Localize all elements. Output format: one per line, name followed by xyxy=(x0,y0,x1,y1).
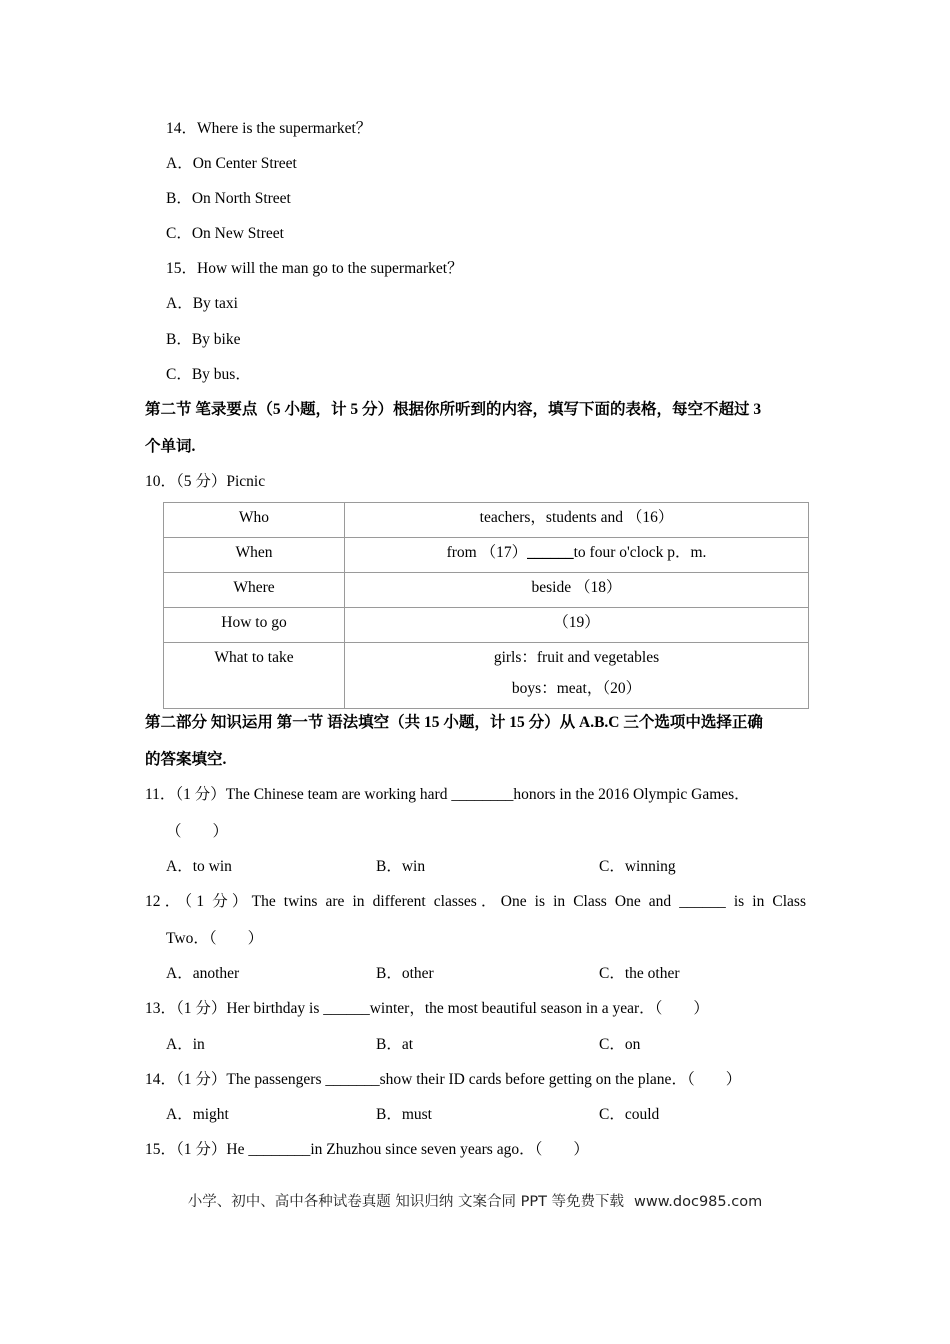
grammar-q11-option-b: B．win xyxy=(376,858,426,875)
grammar-q14-stem: 14．（1 分）The passengers _______show their ID cards before getting on the plane．（ ） xyxy=(145,1071,742,1088)
grammar-q13-option-a: A．in xyxy=(166,1036,205,1053)
table-row xyxy=(164,608,809,643)
table-row xyxy=(164,573,809,608)
question-15-option-a: A．By taxi xyxy=(166,295,238,312)
table-label-cell xyxy=(164,643,345,709)
table-value-cell xyxy=(345,608,809,643)
row-value-how-to-go: （19） xyxy=(553,614,600,631)
table-label-cell xyxy=(164,608,345,643)
grammar-q12-option-b: B．other xyxy=(376,965,434,982)
when-suffix: to four o'clock p．m. xyxy=(573,544,707,561)
row-value-what-to-take-2: boys：meat，（20） xyxy=(511,680,642,697)
grammar-q14-option-b: B．must xyxy=(376,1106,432,1123)
grammar-q13-option-b: B．at xyxy=(376,1036,414,1053)
row-label-when: When xyxy=(235,544,273,561)
grammar-q14-option-c: C．could xyxy=(599,1106,660,1123)
question-10-label: 10．（5 分）Picnic xyxy=(145,473,266,490)
grammar-q13-option-c: C．on xyxy=(599,1036,641,1053)
question-14-stem: 14．Where is the supermarket？ xyxy=(166,120,372,137)
row-label-where: Where xyxy=(233,579,275,596)
section-2-heading-cont: 个单词. xyxy=(145,438,196,455)
when-prefix: from （17） xyxy=(446,544,528,561)
grammar-q11-option-a: A．to win xyxy=(166,858,232,875)
question-15-option-b: B．By bike xyxy=(166,331,241,348)
part-2-heading-cont: 的答案填空. xyxy=(145,751,227,768)
table-row xyxy=(164,538,809,573)
row-label-how-to-go: How to go xyxy=(221,614,287,631)
grammar-q12-option-a: A．another xyxy=(166,965,240,982)
table-row xyxy=(164,643,809,709)
table-label-cell xyxy=(164,573,345,608)
grammar-q11-stem: 11．（1 分）The Chinese team are working hard ________honors in the 2016 Olympic Games． xyxy=(145,786,750,803)
footer-url: www.doc985.com xyxy=(634,1194,763,1210)
table-value-cell xyxy=(345,573,809,608)
question-14-option-b: B．On North Street xyxy=(166,190,291,207)
question-14-option-c: C．On New Street xyxy=(166,225,284,242)
row-value-what-to-take-1: girls：fruit and vegetables xyxy=(493,649,660,666)
row-value-who: teachers，students and （16） xyxy=(479,509,674,526)
row-value-where: beside （18） xyxy=(531,579,622,596)
table-row xyxy=(164,503,809,538)
grammar-q14-option-a: A．might xyxy=(166,1106,229,1123)
table-label-cell xyxy=(164,503,345,538)
table-label-cell xyxy=(164,538,345,573)
page-footer xyxy=(0,1190,950,1211)
grammar-q11-bracket: （ ） xyxy=(166,823,229,840)
question-15-stem: 15．How will the man go to the supermarket？ xyxy=(166,260,463,277)
part-2-heading: 第二部分 知识运用 第一节 语法填空（共 15 小题，计 15 分）从 A.B.C 三个选项中选择正确 xyxy=(145,714,763,731)
row-value-when xyxy=(345,538,808,563)
footer-text: 小学、初中、高中各种试卷真题 知识归纳 文案合同 PPT 等免费下载 xyxy=(187,1194,625,1210)
grammar-q13-stem: 13．（1 分）Her birthday is ______winter，the most beautiful season in a year．（ ） xyxy=(145,1000,709,1017)
grammar-q12-option-c: C．the other xyxy=(599,965,680,982)
table-value-cell xyxy=(345,538,809,573)
grammar-q11-option-c: C．winning xyxy=(599,858,676,875)
answer-blank-17: ______ xyxy=(527,544,574,561)
grammar-q12-stem-cont: Two．（ ） xyxy=(166,930,264,947)
question-14-option-a: A．On Center Street xyxy=(166,155,297,172)
grammar-q15-stem: 15．（1 分）He ________in Zhuzhou since seven years ago．（ ） xyxy=(145,1141,589,1158)
section-2-heading: 第二节 笔录要点（5 小题，计 5 分）根据你所听到的内容，填写下面的表格，每空不超过 3 xyxy=(145,401,762,418)
table-value-cell xyxy=(345,643,809,709)
table-value-cell xyxy=(345,503,809,538)
picnic-table xyxy=(163,502,809,709)
question-15-option-c: C．By bus． xyxy=(166,366,251,383)
row-label-what-to-take: What to take xyxy=(214,649,294,666)
grammar-q12-stem: 12．（1 分）The twins are in different classes．One is in Class One and ______ is in Class xyxy=(145,893,806,910)
row-label-who: Who xyxy=(238,509,270,526)
